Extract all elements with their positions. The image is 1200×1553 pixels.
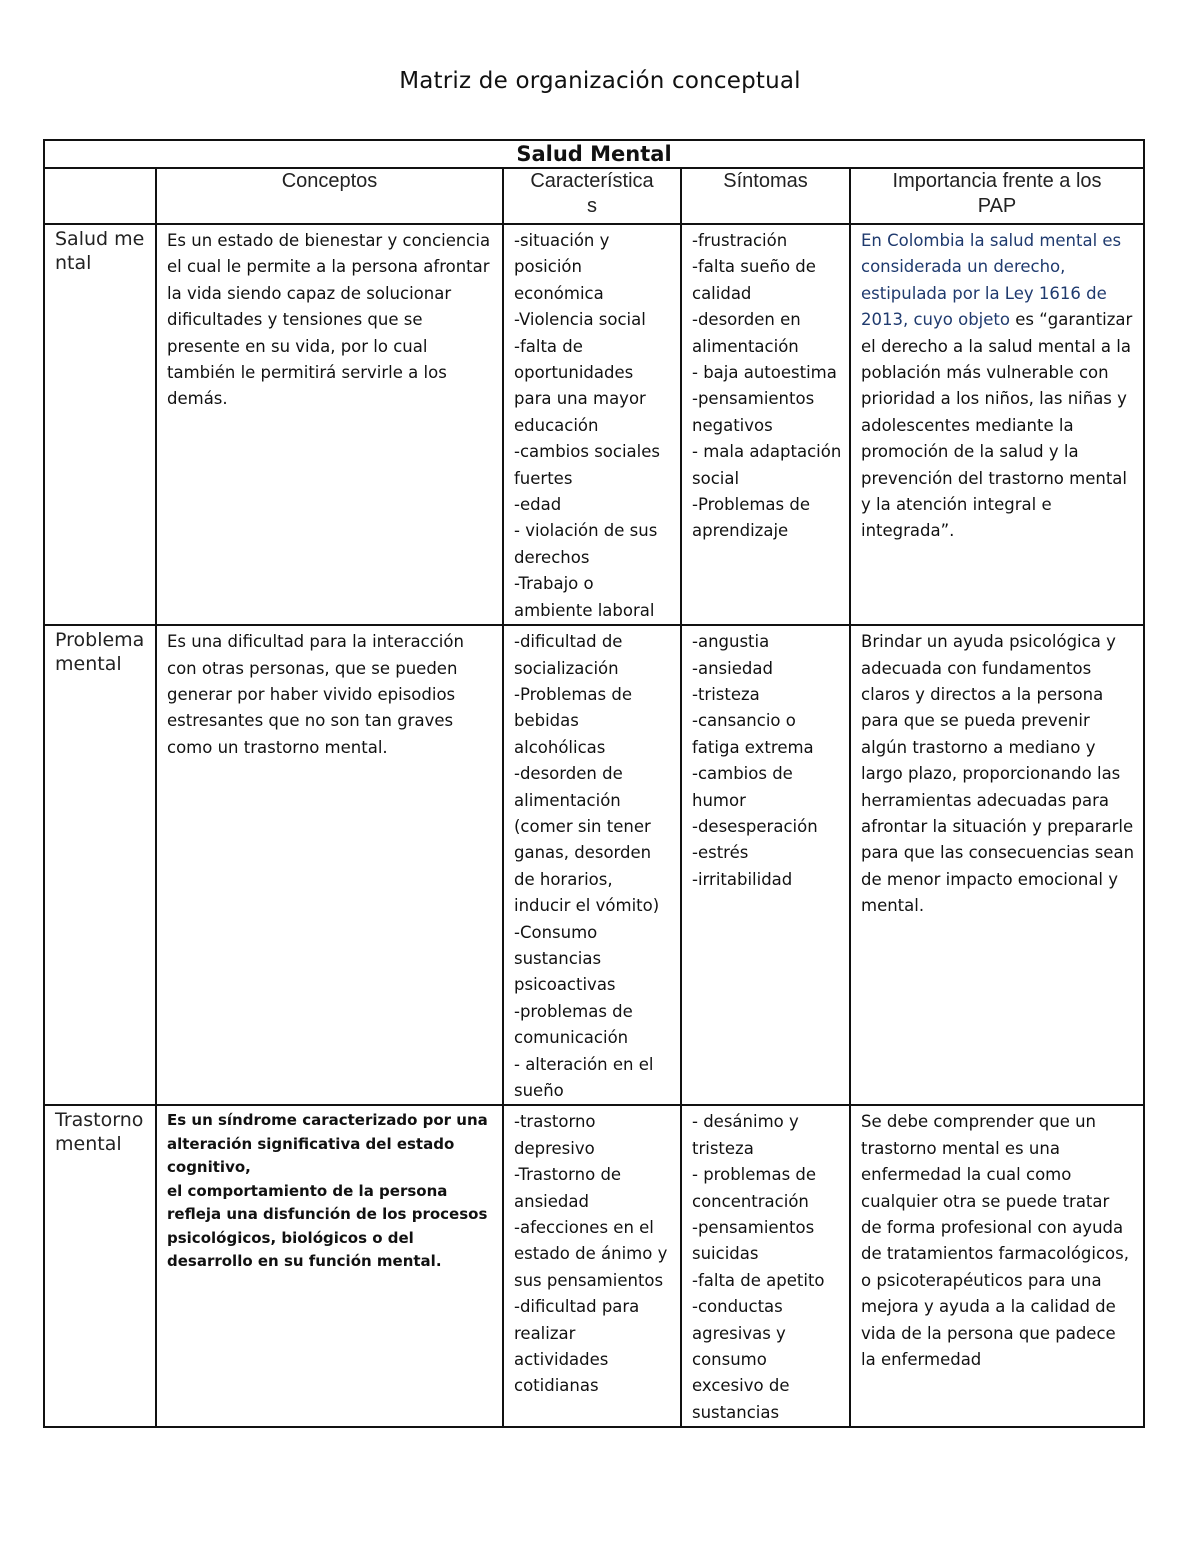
header-row	[44, 168, 1144, 224]
header-conceptos: Conceptos	[156, 168, 503, 224]
table-title: Salud Mental	[44, 140, 1144, 168]
list-item: -Consumo sustancias psicoactivas	[514, 922, 616, 995]
list-item: -estrés	[692, 843, 749, 863]
list-item: -irritabilidad	[692, 869, 793, 889]
table-row	[44, 1105, 1144, 1427]
table-title-row	[44, 140, 1144, 168]
list-item: -afecciones en el estado de ánimo y sus pensamientos	[514, 1218, 668, 1290]
list-item: - violación de sus derechos	[514, 521, 658, 567]
row-label-problema-mental: Problema mental	[44, 625, 156, 1105]
concepto-cell: Es una dificultad para la interacción con otras personas, que se pueden generar por haber vivido episodios estresantes que no son tan graves como un trastorno mental.	[156, 625, 503, 1105]
row-label-salud-mental: Salud mental	[44, 224, 156, 625]
list-item: - desánimo y tristeza	[692, 1112, 799, 1158]
importancia-text: es “garantizar el derecho a la salud mental a la población más vulnerable con prioridad a los niños, las niñas y adolescentes mediante la promoción de la salud y la prevención del trastorno mental y la atención integral e integrada”.	[861, 310, 1133, 541]
caracteristicas-cell	[503, 224, 681, 625]
list-item: -conductas agresivas y consumo excesivo de sustancias	[692, 1297, 790, 1422]
document-title: Matriz de organización conceptual	[399, 68, 801, 94]
list-item: -falta de apetito	[692, 1270, 825, 1290]
list-item: -pensamientos suicidas	[692, 1218, 815, 1264]
list-item: - mala adaptación social	[692, 442, 842, 488]
list-item: -desesperación	[692, 816, 818, 836]
caracteristicas-cell	[503, 625, 681, 1105]
list-item: -Trabajo o ambiente laboral	[514, 574, 655, 620]
concepto-cell: Es un estado de bienestar y conciencia el cual le permite a la persona afrontar la vida siendo capaz de solucionar dificultades y tensiones que se presente en su vida, por lo cual también le permitirá servirle a los demás.	[156, 224, 503, 625]
importancia-cell: Brindar un ayuda psicológica y adecuada con fundamentos claros y directos a la persona para que se pueda prevenir algún trastorno a mediano y largo plazo, proporcionando las herramientas adecuadas para afrontar la situación y prepararle para que las consecuencias sean de menor impacto emocional y mental.	[850, 625, 1144, 1105]
list-item: -trastorno depresivo	[514, 1112, 596, 1158]
list-item: -falta sueño de calidad	[692, 257, 816, 303]
list-item: -dificultad de socialización	[514, 632, 623, 678]
sintomas-cell	[681, 1105, 850, 1427]
list-item: -Problemas de aprendizaje	[692, 495, 810, 541]
list-item: - alteración en el sueño	[514, 1054, 654, 1100]
concepto-part-1: Es un síndrome caracterizado por una alteración significativa del estado cognitivo,	[167, 1111, 488, 1177]
header-sintomas: Síntomas	[681, 168, 850, 224]
header-caracteristicas: Característica s	[503, 168, 681, 224]
list-item: -cambios de humor	[692, 764, 793, 810]
concept-matrix-table	[43, 139, 1145, 1428]
table-row	[44, 625, 1144, 1105]
sintomas-cell	[681, 625, 850, 1105]
list-item: -problemas de comunicación	[514, 1001, 633, 1048]
law-reference-text: En Colombia la salud mental es considerada un derecho, estipulada por la Ley 1616 de 2013, cuyo objeto	[861, 231, 1122, 330]
list-item: -desorden de alimentación (comer sin tener ganas, desorden de horarios, inducir el vómito)	[514, 764, 660, 916]
list-item: -dificultad para realizar actividades cotidianas	[514, 1297, 640, 1396]
list-item: -Trastorno de ansiedad	[514, 1165, 622, 1211]
list-item: -edad	[514, 495, 562, 515]
list-item: -frustración	[692, 231, 788, 250]
list-item: -pensamientos negativos	[692, 389, 815, 435]
table-row	[44, 224, 1144, 625]
list-item: -Violencia social	[514, 310, 646, 330]
list-item: -cansancio o fatiga extrema	[692, 711, 814, 757]
list-item: -cambios sociales fuertes	[514, 442, 660, 488]
list-item: -Problemas de bebidas alcohólicas	[514, 684, 632, 757]
header-blank	[44, 168, 156, 224]
list-item: -desorden en alimentación	[692, 310, 801, 356]
sintomas-cell	[681, 224, 850, 625]
list-item: -falta de oportunidades para una mayor educación	[514, 336, 646, 435]
list-item: - baja autoestima	[692, 363, 837, 383]
list-item: -situación y posición económica	[514, 231, 610, 303]
importancia-cell	[850, 224, 1144, 625]
list-item: - problemas de concentración	[692, 1165, 817, 1211]
concepto-cell	[156, 1105, 503, 1427]
row-label-trastorno-mental: Trastorno mental	[44, 1105, 156, 1427]
importancia-cell: Se debe comprender que un trastorno mental es una enfermedad la cual como cualquier otra se puede tratar de forma profesional con ayuda de tratamientos farmacológicos, o psicoterapéuticos para una mejora y ayuda a la calidad de vida de la persona que padece la enfermedad	[850, 1105, 1144, 1427]
list-item: -angustia	[692, 632, 770, 652]
list-item: -ansiedad	[692, 658, 773, 678]
concepto-part-2: el comportamiento de la persona refleja una disfunción de los procesos psicológicos, biológicos o del desarrollo en su función mental.	[167, 1181, 488, 1271]
header-importancia: Importancia frente a los PAP	[850, 168, 1144, 224]
list-item: -tristeza	[692, 684, 760, 704]
caracteristicas-cell	[503, 1105, 681, 1427]
